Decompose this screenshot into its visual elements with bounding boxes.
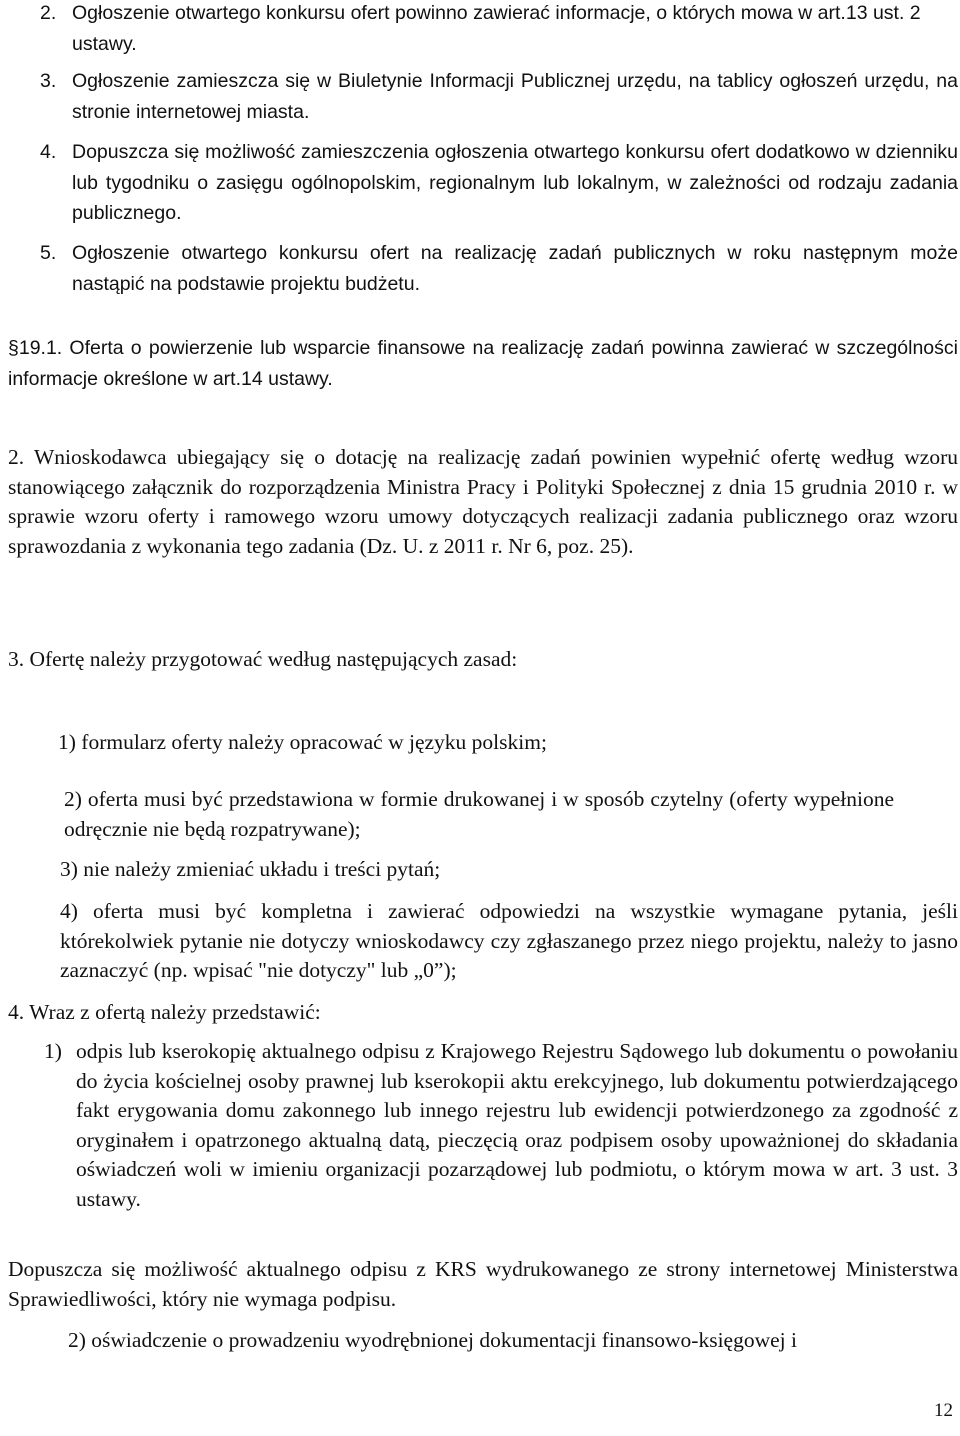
rule-item: 1) formularz oferty należy opracować w języku polskim;: [58, 730, 547, 754]
rule-item: 3) nie należy zmieniać układu i treści pytań;: [60, 857, 441, 881]
krs-note: Dopuszcza się możliwość aktualnego odpisu z KRS wydrukowanego ze strony internetowej Ministerstwa Sprawiedliwości, który nie wymaga podpisu.: [8, 1257, 958, 1311]
list-item-number: 3.: [40, 70, 57, 92]
paragraph-2: 2. Wnioskodawca ubiegający się o dotację na realizację zadań powinien wypełnić ofertę według wzoru stanowiącego załącznik do rozporządzenia Ministra Pracy i Polityki Społecznej z dnia 15 grudnia 2010 r. w sprawie wzoru oferty i ramowego wzoru umowy dotyczących realizacji zadania publicznego oraz wzoru sprawozdania z wykonania tego zadania (Dz. U. z 2011 r. Nr 6, poz. 25).: [8, 445, 958, 558]
paragraph-4: 4. Wraz z ofertą należy przedstawić:: [8, 1000, 321, 1024]
list-item-text: Ogłoszenie zamieszcza się w Biuletynie Informacji Publicznej urzędu, na tablicy ogłoszeń urzędu, na stronie internetowej miasta.: [72, 70, 958, 123]
attachment-item-text: odpis lub kserokopię aktualnego odpisu z Krajowego Rejestru Sądowego lub dokumentu o powołaniu do życia kościelnej osoby prawnej lub kserokopii aktu erekcyjnego, lub dokumentu potwierdzającego fakt erygowania domu zakonnego lub innego rejestru lub ewidencji potwierdzonego za zgodność z oryginałem i opatrzonego aktualną datą, pieczęcią oraz podpisem osoby upoważnionej do składania oświadczeń woli w imieniu organizacji pozarządowej lub podmiotu, o którym mowa w art. 3 ust. 3 ustawy.: [76, 1039, 958, 1211]
list-item: [40, 66, 958, 127]
rule-item: 4) oferta musi być kompletna i zawierać odpowiedzi na wszystkie wymagane pytania, jeśli którekolwiek pytanie nie dotyczy wnioskodawcy czy zgłaszanego przez niego projektu, należy to jasno zaznaczyć (np. wpisać "nie dotyczy" lub „0”);: [60, 899, 958, 982]
list-item: [40, 238, 958, 299]
list-item-number: 4.: [40, 141, 57, 163]
list-item-text: Dopuszcza się możliwość zamieszczenia ogłoszenia otwartego konkursu ofert dodatkowo w dzienniku lub tygodniku o zasięgu ogólnopolskim, regionalnym lub lokalnym, w zależności od rodzaju zadania publicznego.: [72, 141, 958, 224]
attachment-item: [44, 1037, 958, 1214]
section-19-paragraph: §19.1. Oferta o powierzenie lub wsparcie finansowe na realizację zadań powinna zawierać w szczególności informacje określone w art.14 ustawy.: [8, 337, 958, 390]
paragraph-3: 3. Ofertę należy przygotować według następujących zasad:: [8, 647, 518, 671]
page-number: 12: [934, 1400, 953, 1421]
attachment-item-number: 1): [44, 1039, 62, 1063]
list-item-text: Ogłoszenie otwartego konkursu ofert na realizację zadań publicznych w roku następnym może nastąpić na podstawie projektu budżetu.: [72, 242, 958, 295]
rule-item: 2) oferta musi być przedstawiona w formie drukowanej i w sposób czytelny (oferty wypełnione odręcznie nie będą rozpatrywane);: [64, 787, 894, 841]
attachment-item: 2) oświadczenie o prowadzeniu wyodrębnionej dokumentacji finansowo-księgowej i: [68, 1328, 797, 1352]
list-item-number: 5.: [40, 242, 57, 264]
list-item-text: Ogłoszenie otwartego konkursu ofert powinno zawierać informacje, o których mowa w art.13 ust. 2 ustawy.: [72, 2, 921, 55]
list-item: [40, 137, 958, 229]
list-item: [40, 0, 958, 59]
list-item-number: 2.: [40, 2, 57, 24]
